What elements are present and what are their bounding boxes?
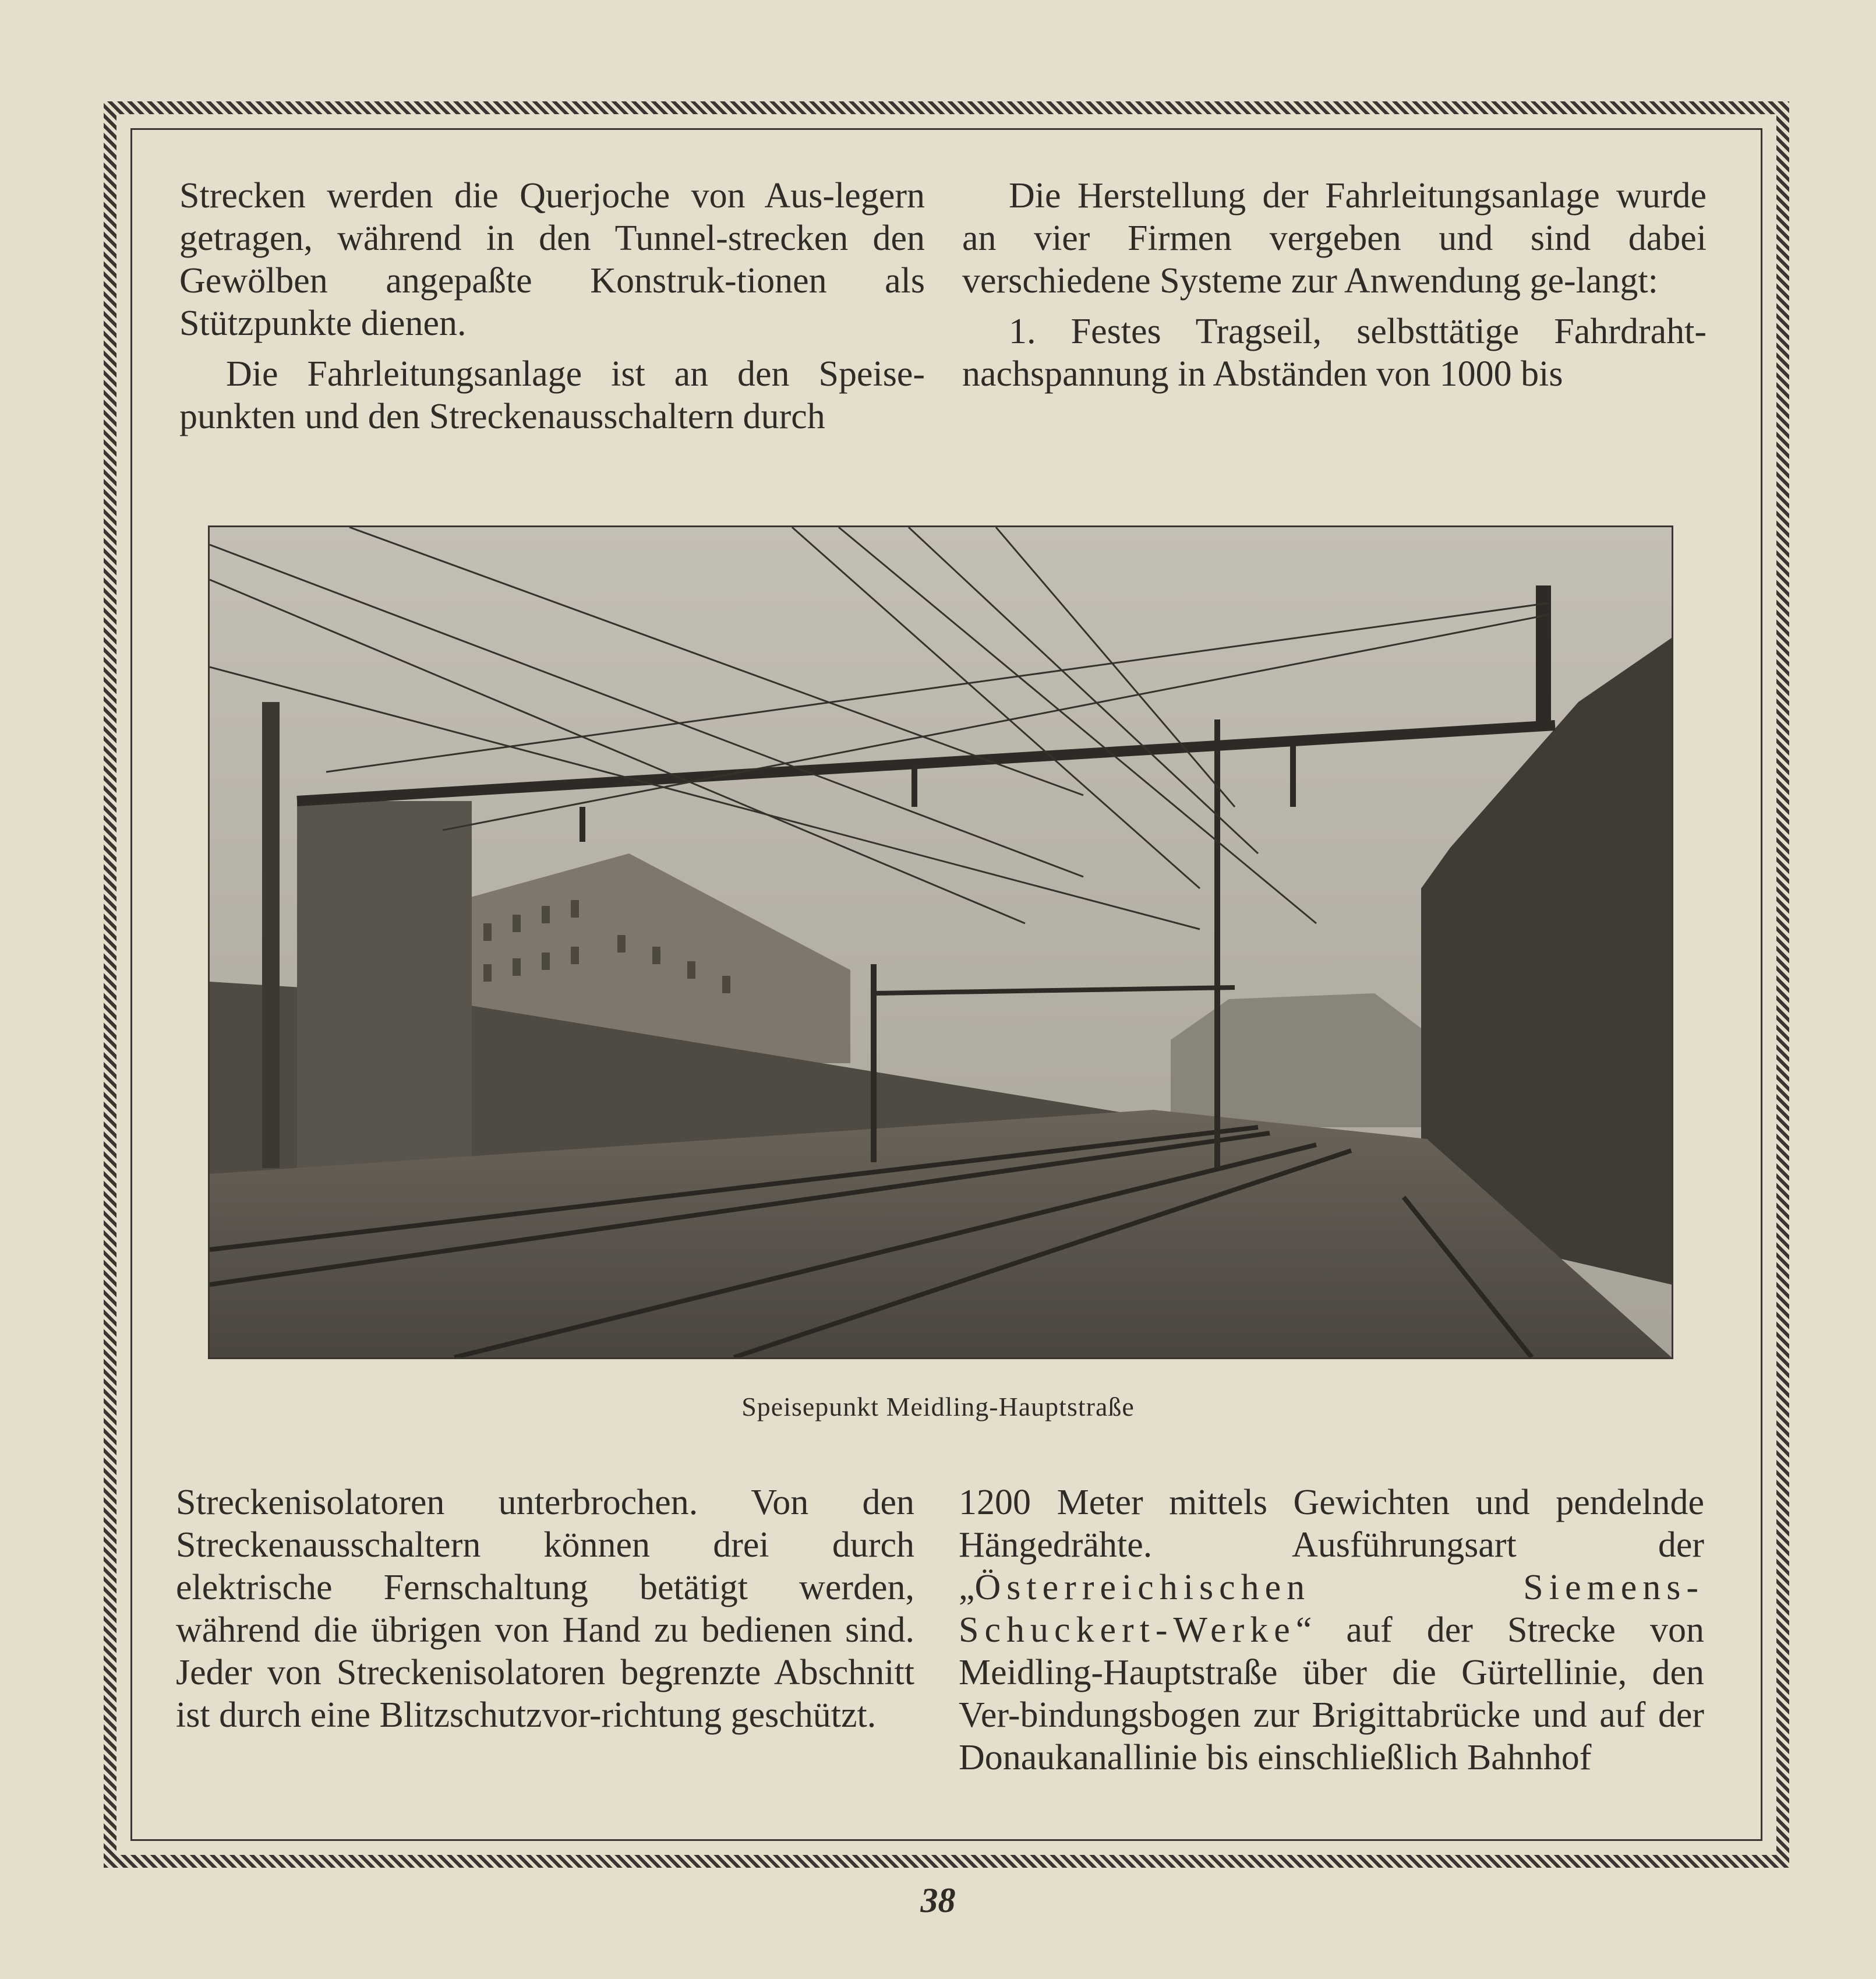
- photograph-overhead-line-feed-point: [208, 525, 1673, 1359]
- text-column-bottom-right: [959, 1481, 1704, 1779]
- text-column-bottom-left: [176, 1481, 914, 1737]
- text-run: 1200 Meter mittels Gewichten und pendelnde Hängedrähte. Ausführungsart der „: [959, 1483, 1704, 1607]
- figure-caption: Speisepunkt Meidling-Hauptstraße: [741, 1392, 1135, 1421]
- paragraph: Strecken werden die Querjoche von Aus-legern getragen, während in den Tunnel-strecken den Gewölben angepaßte Konstruk-tionen als Stützpunkte dienen.: [179, 176, 925, 343]
- text-column-top-right: [962, 175, 1707, 396]
- paragraph: Die Fahrleitungsanlage ist an den Speise-punkten und den Streckenausschaltern durch: [179, 354, 925, 436]
- text-column-top-left: [179, 175, 925, 438]
- text-run: “ auf der Strecke von Meidling-Hauptstraße über die Gürtellinie, den Ver-bindungsbogen zur Brigittabrücke und auf der Donaukanallinie bis einschließlich Bahnhof: [959, 1610, 1704, 1777]
- paragraph: 1. Festes Tragseil, selbsttätige Fahrdraht-nachspannung in Abständen von 1000 bis: [962, 312, 1707, 394]
- page-number: 38: [920, 1881, 956, 1920]
- paragraph: [959, 1481, 1704, 1779]
- paragraph: Die Herstellung der Fahrleitungsanlage wurde an vier Firmen vergeben und sind dabei verschiedene Systeme zur Anwendung ge-langt:: [962, 176, 1707, 301]
- company-name-spaced: Österreichischen Siemens-Schuckert-Werke: [959, 1568, 1704, 1650]
- railway-photo-illustration: [210, 527, 1672, 1357]
- paragraph: Streckenisolatoren unterbrochen. Von den Streckenausschaltern können drei durch elektrische Fernschaltung betätigt werden, während die übrigen von Hand zu bedienen sind. Jeder von Streckenisolatoren begrenzte Abschnitt ist durch eine Blitzschutzvor-richtung geschützt.: [176, 1483, 914, 1735]
